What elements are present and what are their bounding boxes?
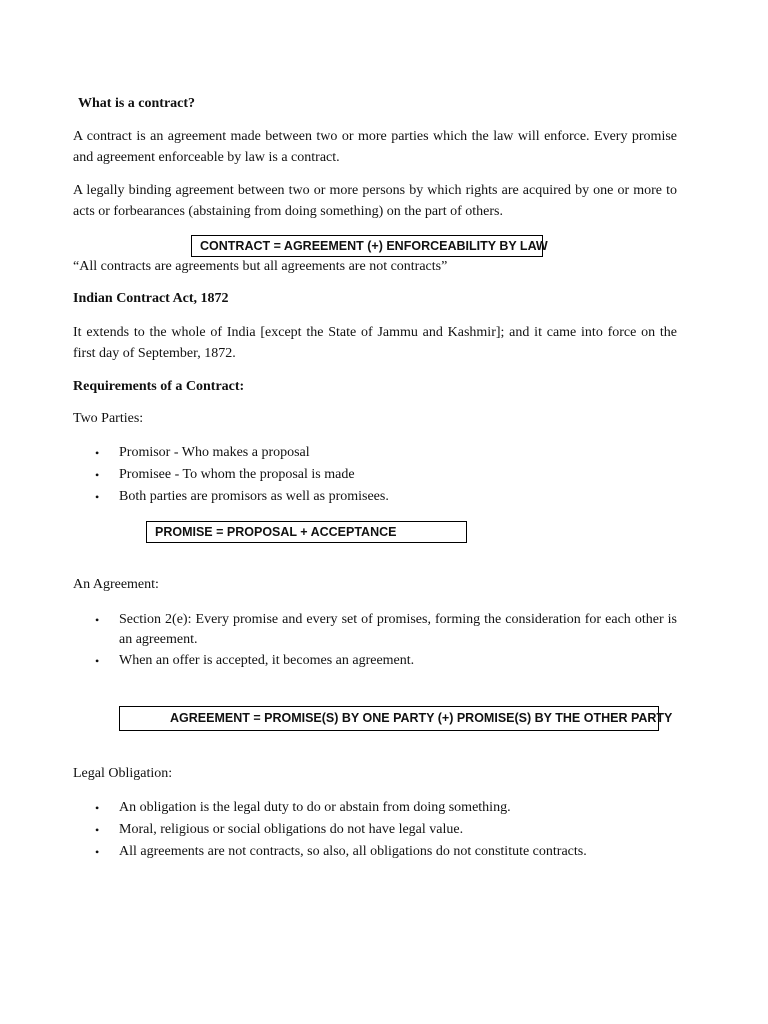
bullet-icon: • xyxy=(95,468,100,482)
list-legal-obligation xyxy=(73,797,677,863)
bullet-icon: • xyxy=(95,845,100,859)
list-agreement xyxy=(73,610,677,672)
list-item: • When an offer is accepted, it becomes an agreement. xyxy=(73,650,677,672)
heading-what-is-a-contract: What is a contract? xyxy=(78,96,196,111)
list-item: • Section 2(e): Every promise and every set of promises, forming the consideration for each other is an agreement. xyxy=(95,612,677,647)
bullet-icon: • xyxy=(95,446,100,460)
formula-box-promise: PROMISE = PROPOSAL + ACCEPTANCE xyxy=(146,521,467,543)
list-two-parties xyxy=(73,442,677,508)
list-item: • Promisor - Who makes a proposal xyxy=(73,442,677,464)
bullet-icon: • xyxy=(95,801,100,815)
bullet-icon: • xyxy=(95,823,100,837)
heading-requirements: Requirements of a Contract: xyxy=(73,379,245,394)
paragraph-contract-definition: A contract is an agreement made between two or more parties which the law will enforce. Every promise and agreement enforceable by law is a contract. xyxy=(73,129,677,165)
list-item: • An obligation is the legal duty to do or abstain from doing something. xyxy=(73,797,677,819)
list-item: • Promisee - To whom the proposal is made xyxy=(73,464,677,486)
paragraph-act-extent: It extends to the whole of India [except the State of Jammu and Kashmir]; and it came into force on the first day of September, 1872. xyxy=(73,325,677,361)
label-an-agreement: An Agreement: xyxy=(73,577,159,592)
bullet-icon: • xyxy=(95,490,100,504)
bullet-icon: • xyxy=(95,654,100,668)
formula-box-agreement: AGREEMENT = PROMISE(S) BY ONE PARTY (+) PROMISE(S) BY THE OTHER PARTY xyxy=(119,706,659,731)
list-item: • Moral, religious or social obligations do not have legal value. xyxy=(73,819,677,841)
quote-contracts-agreements: “All contracts are agreements but all agreements are not contracts” xyxy=(73,259,448,274)
label-two-parties: Two Parties: xyxy=(73,411,144,426)
formula-box-contract: CONTRACT = AGREEMENT (+) ENFORCEABILITY BY LAW xyxy=(191,235,543,257)
heading-indian-contract-act: Indian Contract Act, 1872 xyxy=(73,291,229,306)
paragraph-legally-binding: A legally binding agreement between two or more persons by which rights are acquired by one or more to acts or forbearances (abstaining from doing something) on the part of others. xyxy=(73,183,677,219)
list-item: • All agreements are not contracts, so also, all obligations do not constitute contracts. xyxy=(73,841,677,863)
bullet-icon: • xyxy=(95,613,100,627)
label-legal-obligation: Legal Obligation: xyxy=(73,766,173,781)
list-item: • Both parties are promisors as well as promisees. xyxy=(73,486,677,508)
